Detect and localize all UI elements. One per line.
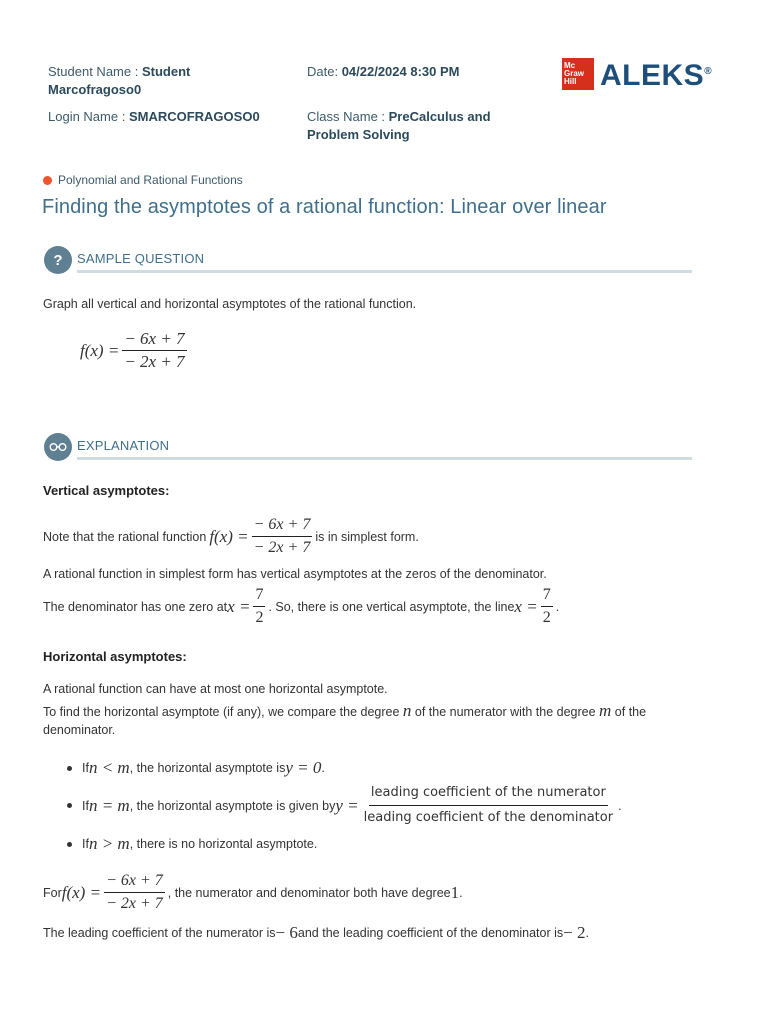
- list-item: If n < m , the horizontal asymptote is y = 0 .: [67, 759, 325, 777]
- denominator-zero-text: The denominator has one zero at x = $\frac{7}{2}$ . So, there is one vertical asymptote, the line x = $\frac{7}{2}$ .: [43, 586, 560, 626]
- list-item: If n = m , the horizontal asymptote is given by y = $\frac{\text{leading coefficient of the numerator}}{\text{leading coefficient of the denominator}}$ .: [67, 781, 622, 830]
- list-item: If n > m , there is no horizontal asymptote.: [67, 835, 317, 853]
- student-name: [48, 63, 268, 99]
- simplest-form-note: Note that the rational function f(x) = $\frac{- 6x + 7}{- 2x + 7}$ is in simplest form.: [43, 514, 419, 559]
- student-name-value: Student: [141, 64, 191, 79]
- function-display: [80, 328, 190, 373]
- topic-dot-icon: [43, 176, 52, 185]
- student-name-value-2: Marcofragoso0: [48, 82, 142, 97]
- question-mark-icon: ?: [44, 246, 72, 274]
- student-name-label: Student Name :: [48, 64, 142, 79]
- degree-compare-text: To find the horizontal asymptote (if any), we compare the degree n of the numerator with the degree m of the denominator.: [43, 701, 647, 737]
- function-fraction: $\frac{- 6x + 7}{- 2x + 7}$: [124, 329, 185, 371]
- section-divider: [77, 457, 692, 460]
- section-divider: [77, 270, 692, 273]
- explanation-section: [44, 433, 692, 463]
- leading-coefficient-fraction: $\frac{\text{leading coefficient of the numerator}}{\text{leading coefficient of the denominator}}$: [362, 781, 615, 830]
- page-title: Finding the asymptotes of a rational function: Linear over linear: [42, 196, 607, 218]
- function-fraction: $\frac{- 6x + 7}{- 2x + 7}$: [106, 872, 163, 912]
- horizontal-asymptotes-heading: Horizontal asymptotes:: [43, 649, 187, 664]
- glasses-icon: [44, 433, 72, 461]
- aleks-wordmark: ALEKS®: [600, 59, 713, 92]
- sample-question-section: [44, 246, 692, 276]
- class-value: PreCalculus and: [388, 109, 491, 124]
- mcgraw-hill-logo: Mc Graw Hill: [562, 58, 594, 90]
- question-prompt: Graph all vertical and horizontal asymptotes of the rational function.: [43, 297, 417, 311]
- vertical-asymptotes-heading: Vertical asymptotes:: [43, 483, 170, 498]
- date-value: 04/22/2024 8:30 PM: [341, 64, 460, 79]
- login-label: Login Name :: [48, 109, 129, 124]
- topic-label: Polynomial and Rational Functions: [58, 173, 243, 187]
- aleks-logo: [562, 58, 712, 90]
- class-label: Class Name :: [307, 109, 389, 124]
- login-name: [48, 108, 298, 126]
- leading-coefficient-statement: The leading coefficient of the numerator is − 6 and the leading coefficient of the denominator is − 2 .: [43, 923, 589, 942]
- class-name: [307, 108, 547, 144]
- vertical-rule-text: A rational function in simplest form has vertical asymptotes at the zeros of the denominator.: [43, 567, 547, 581]
- topic-breadcrumb: [43, 173, 243, 187]
- degree-statement: For f(x) = $\frac{- 6x + 7}{- 2x + 7}$ , the numerator and denominator both have degree 1 .: [43, 870, 463, 915]
- date-label: Date:: [307, 64, 342, 79]
- function-fraction: $\frac{- 6x + 7}{- 2x + 7}$: [253, 516, 311, 556]
- login-value: SMARCOFRAGOSO0: [128, 109, 260, 124]
- sample-question-heading: SAMPLE QUESTION: [77, 251, 205, 266]
- class-value-2: Problem Solving: [307, 127, 410, 142]
- function-lhs: f(x) =: [80, 340, 120, 360]
- date-field: [307, 63, 547, 81]
- horizontal-rule-text: A rational function can have at most one horizontal asymptote.: [43, 682, 388, 696]
- explanation-heading: EXPLANATION: [77, 438, 170, 453]
